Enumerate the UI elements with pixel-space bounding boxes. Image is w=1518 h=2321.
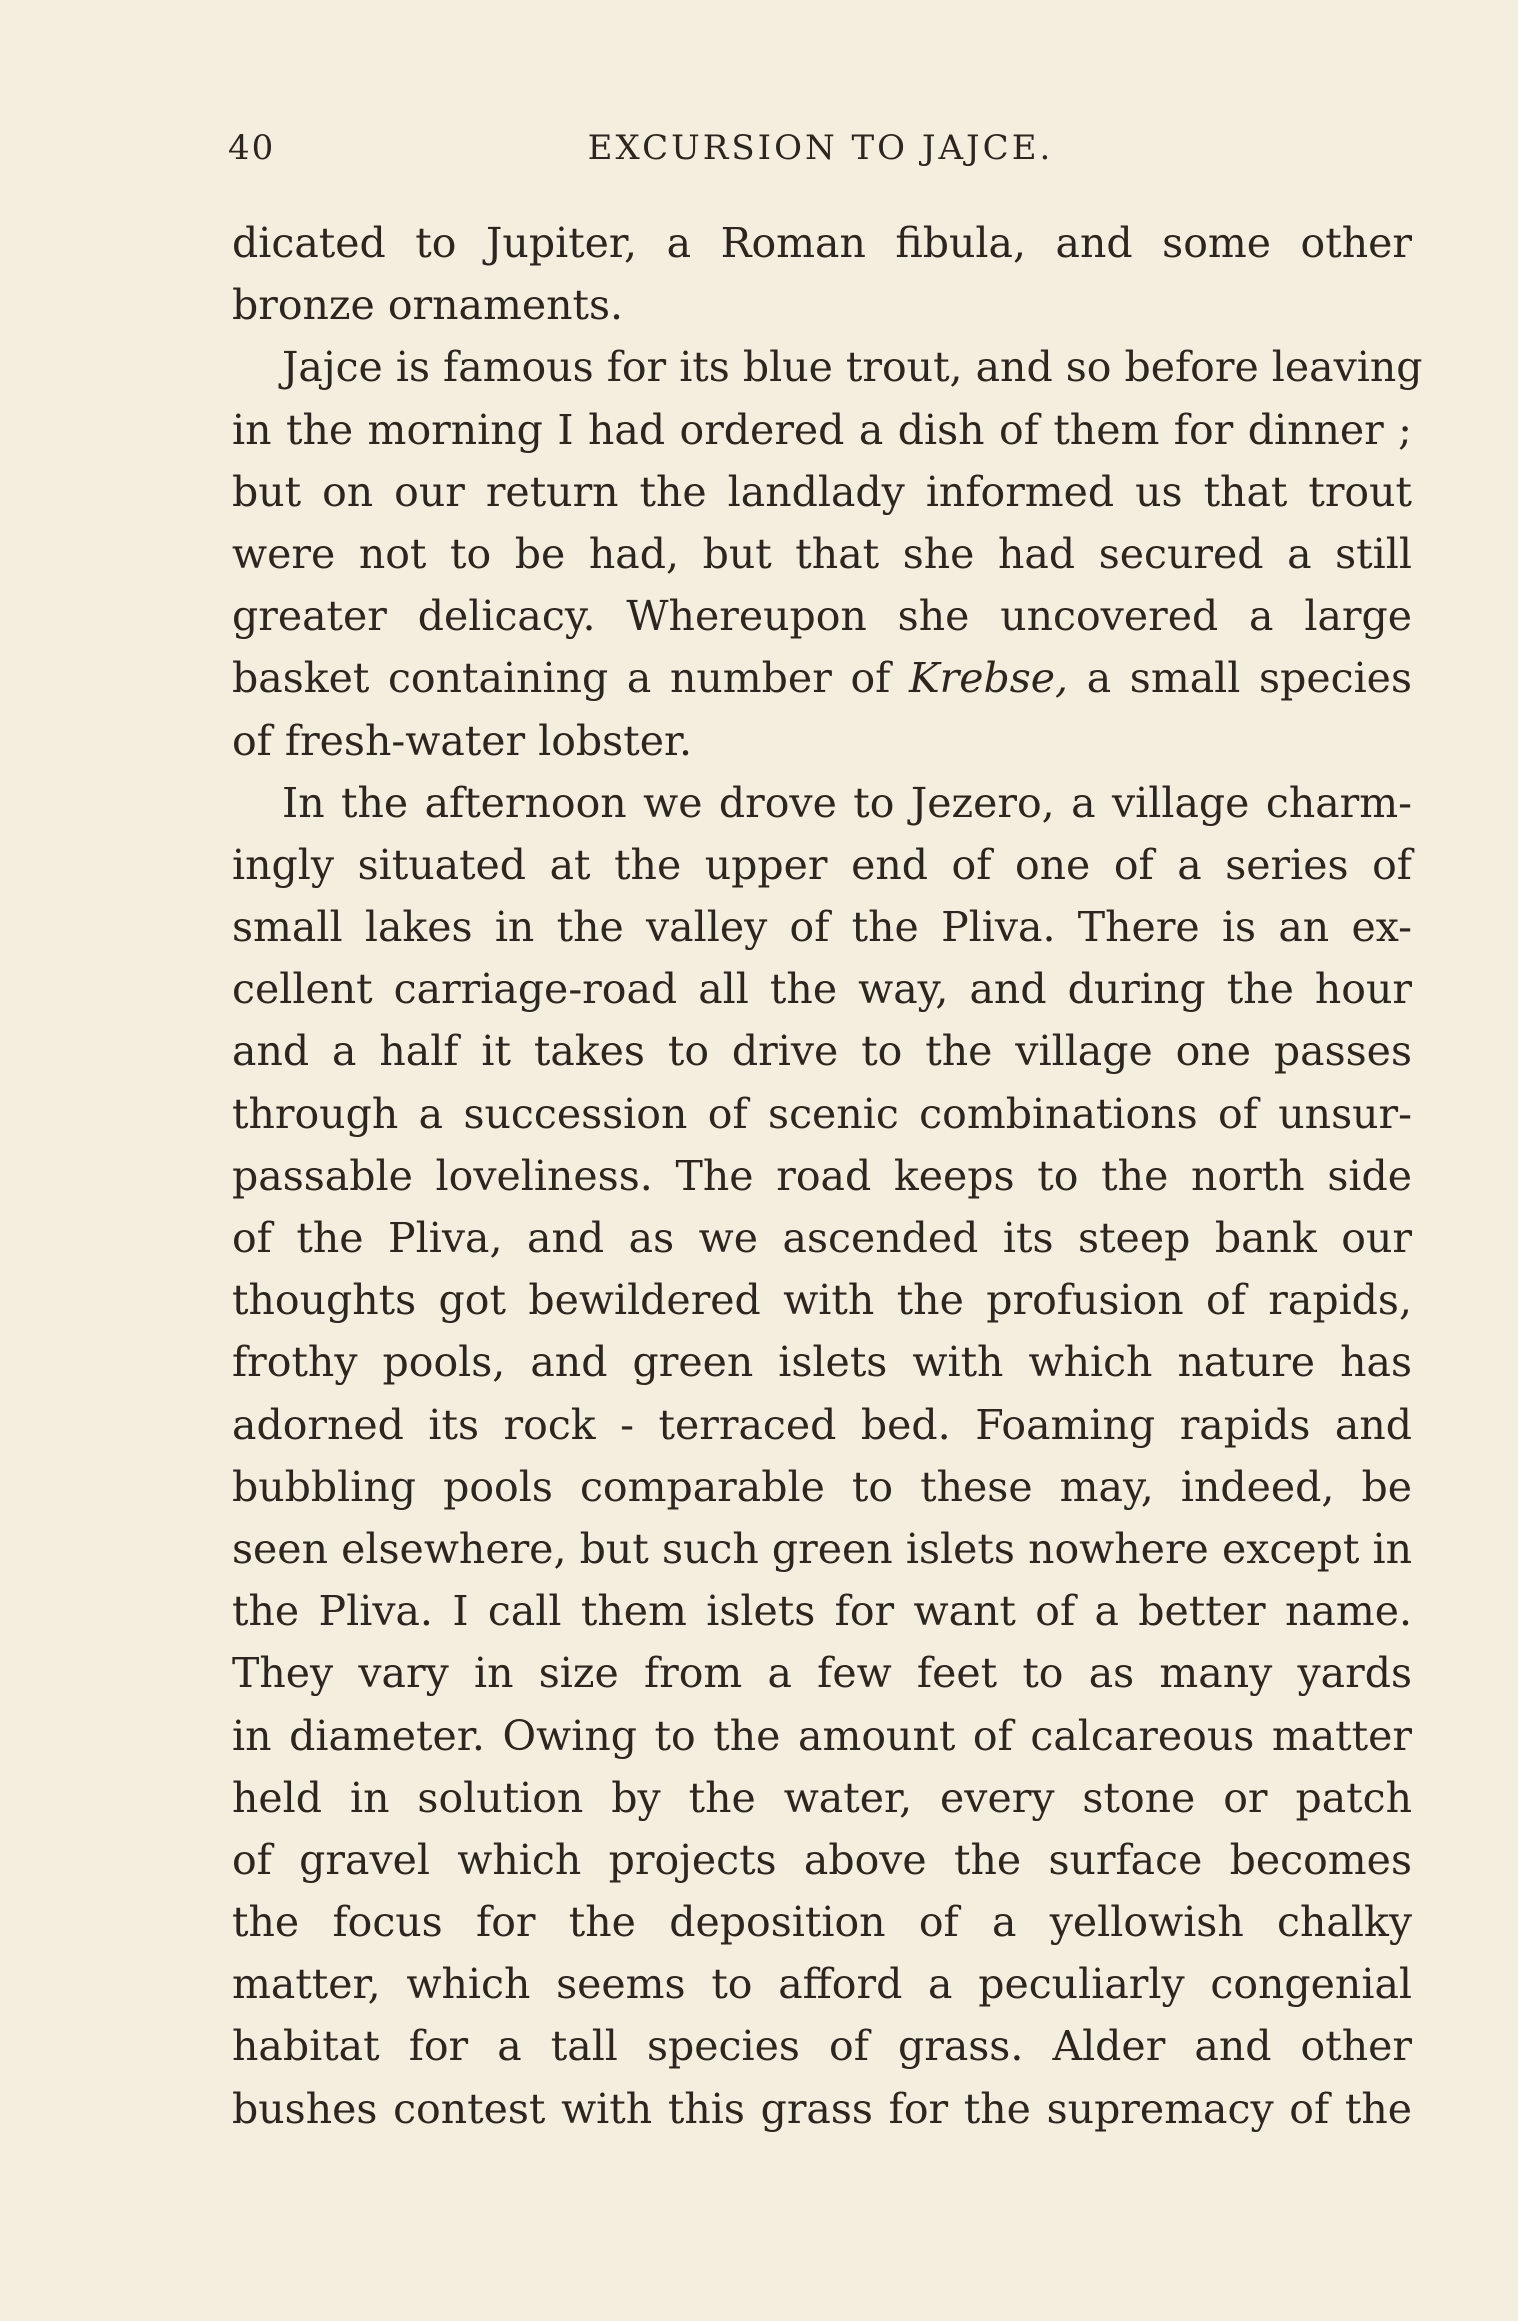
text-line: of gravel which projects above the surface becomes <box>232 1835 1412 1884</box>
paragraph-3 <box>232 772 1412 2140</box>
text-line: adorned its rock - terraced bed. Foaming rapids and <box>232 1400 1412 1449</box>
text-line: were not to be had, but that she had secured a still <box>232 529 1412 578</box>
text-line: the Pliva. I call them islets for want of a better name. <box>232 1587 1412 1636</box>
text-line: bronze ornaments. <box>232 281 624 330</box>
text-line: the focus for the deposition of a yellowish chalky <box>232 1898 1412 1947</box>
text-line: seen elsewhere, but such green islets nowhere except in <box>232 1524 1412 1573</box>
text-line: small lakes in the valley of the Pliva. There is an ex- <box>232 903 1412 952</box>
text-line: In the afternoon we drove to Jezero, a village charm- <box>282 778 1412 827</box>
text-line: ingly situated at the upper end of one of a series of <box>232 840 1412 889</box>
text-line: greater delicacy. Whereupon she uncovered a large <box>232 592 1412 641</box>
text-segment: a small species <box>1068 654 1412 703</box>
text-line: bubbling pools comparable to these may, indeed, be <box>232 1462 1412 1511</box>
text-line: habitat for a tall species of grass. Alder and other <box>232 2022 1412 2071</box>
text-line: matter, which seems to afford a peculiarly congenial <box>232 1960 1412 2009</box>
body-text <box>232 212 1423 2140</box>
italic-term: Krebse, <box>908 654 1069 703</box>
text-line: Jajce is famous for its blue trout, and so before leaving <box>282 343 1423 392</box>
page-header <box>228 128 1413 188</box>
text-line: but on our return the landlady informed us that trout <box>232 467 1412 516</box>
running-head: EXCURSION TO JAJCE. <box>587 128 1054 168</box>
text-line: of fresh-water lobster. <box>232 716 693 765</box>
text-line: cellent carriage-road all the way, and during the hour <box>232 965 1412 1014</box>
page-number: 40 <box>228 128 276 168</box>
text-line: frothy pools, and green islets with which nature has <box>232 1338 1412 1387</box>
text-line: bushes contest with this grass for the supremacy of the <box>232 2084 1412 2133</box>
paragraph-2 <box>232 336 1423 771</box>
text-line: and a half it takes to drive to the village one passes <box>232 1027 1412 1076</box>
text-line: of the Pliva, and as we ascended its steep bank our <box>232 1214 1412 1262</box>
text-segment: basket containing a number of <box>232 654 909 703</box>
paragraph-1 <box>232 212 1412 336</box>
text-line: held in solution by the water, every stone or patch <box>232 1773 1412 1822</box>
text-line: passable loveliness. The road keeps to the north side <box>232 1151 1412 1200</box>
text-line: in the morning I had ordered a dish of them for dinner ; <box>232 405 1412 454</box>
text-line: in diameter. Owing to the amount of calcareous matter <box>232 1711 1412 1760</box>
text-line: They vary in size from a few feet to as many yards <box>232 1649 1412 1698</box>
text-line: through a succession of scenic combinations of unsur- <box>232 1089 1412 1138</box>
text-line: thoughts got bewildered with the profusion of rapids, <box>232 1276 1412 1325</box>
text-line: dicated to Jupiter, a Roman fibula, and some other <box>232 219 1412 267</box>
text-line <box>232 647 1412 709</box>
